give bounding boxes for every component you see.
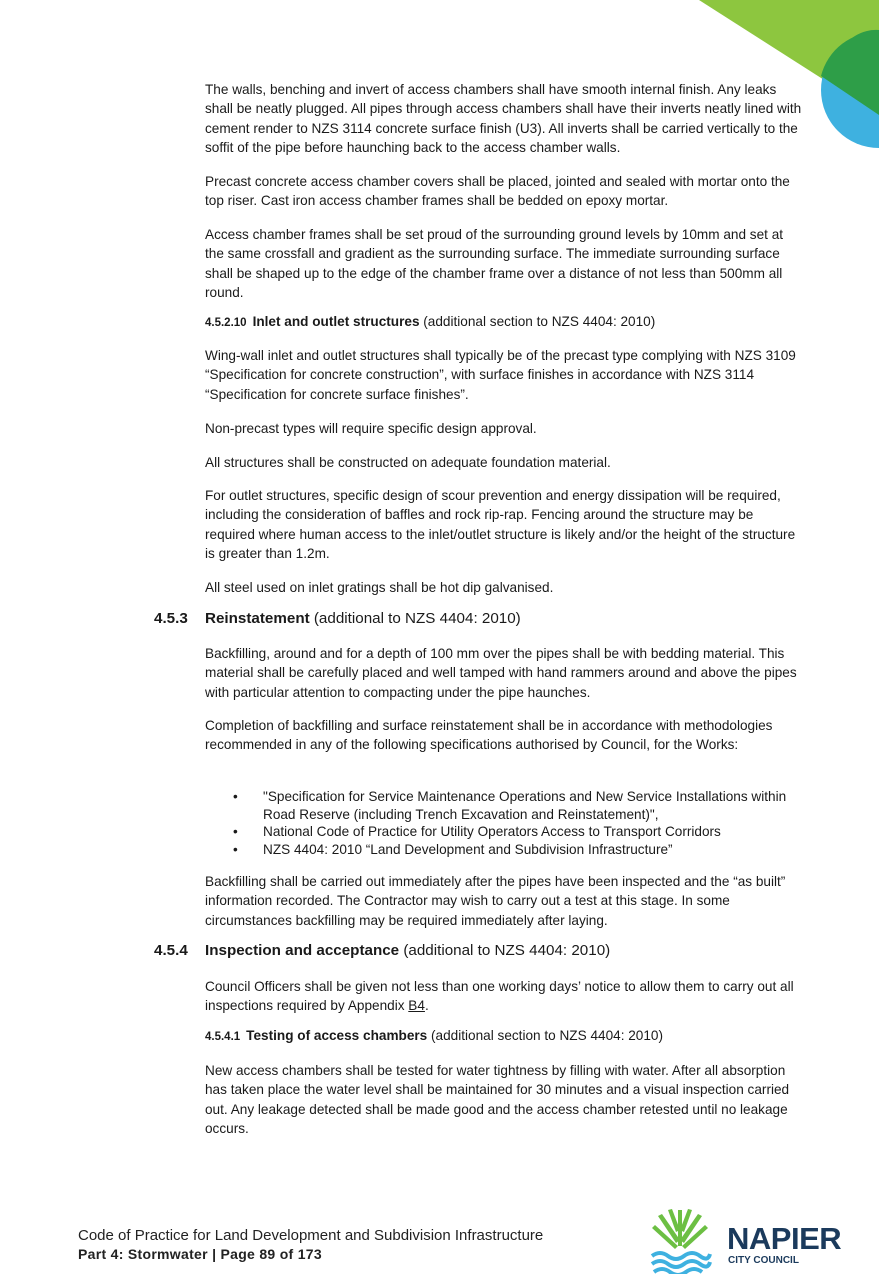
specifications-list <box>205 788 805 858</box>
page-footer <box>78 1226 638 1263</box>
heading-number: 4.5.4.1 <box>205 1031 241 1043</box>
heading-number: 4.5.4 <box>154 942 188 959</box>
appendix-link[interactable]: B4 <box>408 998 425 1014</box>
paragraph-foundation: All structures shall be constructed on adequate foundation material. <box>205 455 611 470</box>
heading-suffix: (additional section to NZS 4404: 2010) <box>427 1028 664 1043</box>
logo-name: NAPIER <box>727 1221 842 1256</box>
heading-number: 4.5.3 <box>154 610 188 627</box>
list-item: • "Specification for Service Maintenance Operations and New Service Installations within Road Reserve (including Trench Excavation and Reinstatement)", <box>205 788 805 823</box>
heading-4-5-4 <box>154 941 834 961</box>
heading-title: Inspection and acceptance <box>205 942 400 959</box>
logo-subtitle: CITY COUNCIL <box>728 1255 799 1266</box>
paragraph-backfilling: Backfilling, around and for a depth of 100 mm over the pipes shall be with bedding material. This material shall be carefully placed and well tamped with hand rammers around and above the pipes with particular attention to compacting under the pipe haunches. <box>205 646 797 700</box>
paragraph-completion: Completion of backfilling and surface reinstatement shall be in accordance with methodologies recommended in any of the following specifications authorised by Council, for the Works: <box>205 718 773 753</box>
paragraph-chamber-covers: Precast concrete access chamber covers shall be placed, jointed and sealed with mortar onto the top riser. Cast iron access chamber frames shall be bedded on epoxy mortar. <box>205 174 790 209</box>
heading-4-5-3 <box>154 609 834 629</box>
paragraph-non-precast: Non-precast types will require specific design approval. <box>205 421 537 436</box>
paragraph-chamber-frames: Access chamber frames shall be set proud of the surrounding ground levels by 10mm and set at the same crossfall and gradient as the surrounding surface. The immediate surrounding surface shall be shaped up to the edge of the chamber frame over a distance of not less than 500mm all round. <box>205 227 784 301</box>
heading-title: Inlet and outlet structures <box>252 314 420 329</box>
paragraph-testing-chambers: New access chambers shall be tested for water tightness by filling with water. After all absorption has taken place the water level shall be maintained for 30 minutes and a visual inspection carried out. Any leakage detected shall be made good and the access chamber retested until no leakage occurs. <box>205 1063 790 1137</box>
paragraph-wing-wall: Wing-wall inlet and outlet structures shall typically be of the precast type complying with NZS 3109 “Specification for concrete construction”, with surface finishes in accordance with NZS 3114 “Specification for concrete surface finishes”. <box>205 348 796 402</box>
paragraph-outlet-structures: For outlet structures, specific design of scour prevention and energy dissipation will be required, including the consideration of baffles and rock rip-rap. Fencing around the structure may be required where human access to the inlet/outlet structure is likely and/or the height of the structure is greater than 1.2m. <box>205 488 796 562</box>
heading-number: 4.5.2.10 <box>205 317 247 329</box>
heading-suffix: (additional to NZS 4404: 2010) <box>399 942 611 959</box>
paragraph-end: . <box>424 998 429 1014</box>
heading-suffix: (additional to NZS 4404: 2010) <box>309 610 521 627</box>
paragraph-text: Council Officers shall be given not less than one working days’ notice to allow them to carry out all inspections required by Appendix <box>205 979 794 1014</box>
paragraph-access-chamber-finish: The walls, benching and invert of access chambers shall have smooth internal finish. Any leaks shall be neatly plugged. All pipes through access chambers shall have their inverts neatly lined with cement render to NZS 3114 concrete surface finish (U3). All inverts shall be carried vertically to the soffit of the pipe before haunching back to the access chamber walls. <box>205 82 802 156</box>
heading-4-5-2-10 <box>205 312 825 333</box>
heading-suffix: (additional section to NZS 4404: 2010) <box>419 314 656 329</box>
footer-page-info: Part 4: Stormwater | Page 89 of 173 <box>78 1246 322 1262</box>
paragraph-backfill-timing: Backfilling shall be carried out immediately after the pipes have been inspected and the “as built” information recorded. The Contractor may wish to carry out a test at this stage. In some circumstances backfilling may be required immediately after laying. <box>205 874 786 928</box>
footer-document-title: Code of Practice for Land Development and Subdivision Infrastructure <box>78 1227 544 1244</box>
paragraph-steel-gratings: All steel used on inlet gratings shall be hot dip galvanised. <box>205 580 554 595</box>
heading-title: Reinstatement <box>205 610 310 627</box>
heading-4-5-4-1 <box>205 1026 825 1047</box>
paragraph-council-officers <box>205 977 805 1016</box>
heading-title: Testing of access chambers <box>246 1028 428 1043</box>
list-item: • NZS 4404: 2010 “Land Development and Subdivision Infrastructure” <box>205 841 805 859</box>
list-item: • National Code of Practice for Utility Operators Access to Transport Corridors <box>205 823 805 841</box>
